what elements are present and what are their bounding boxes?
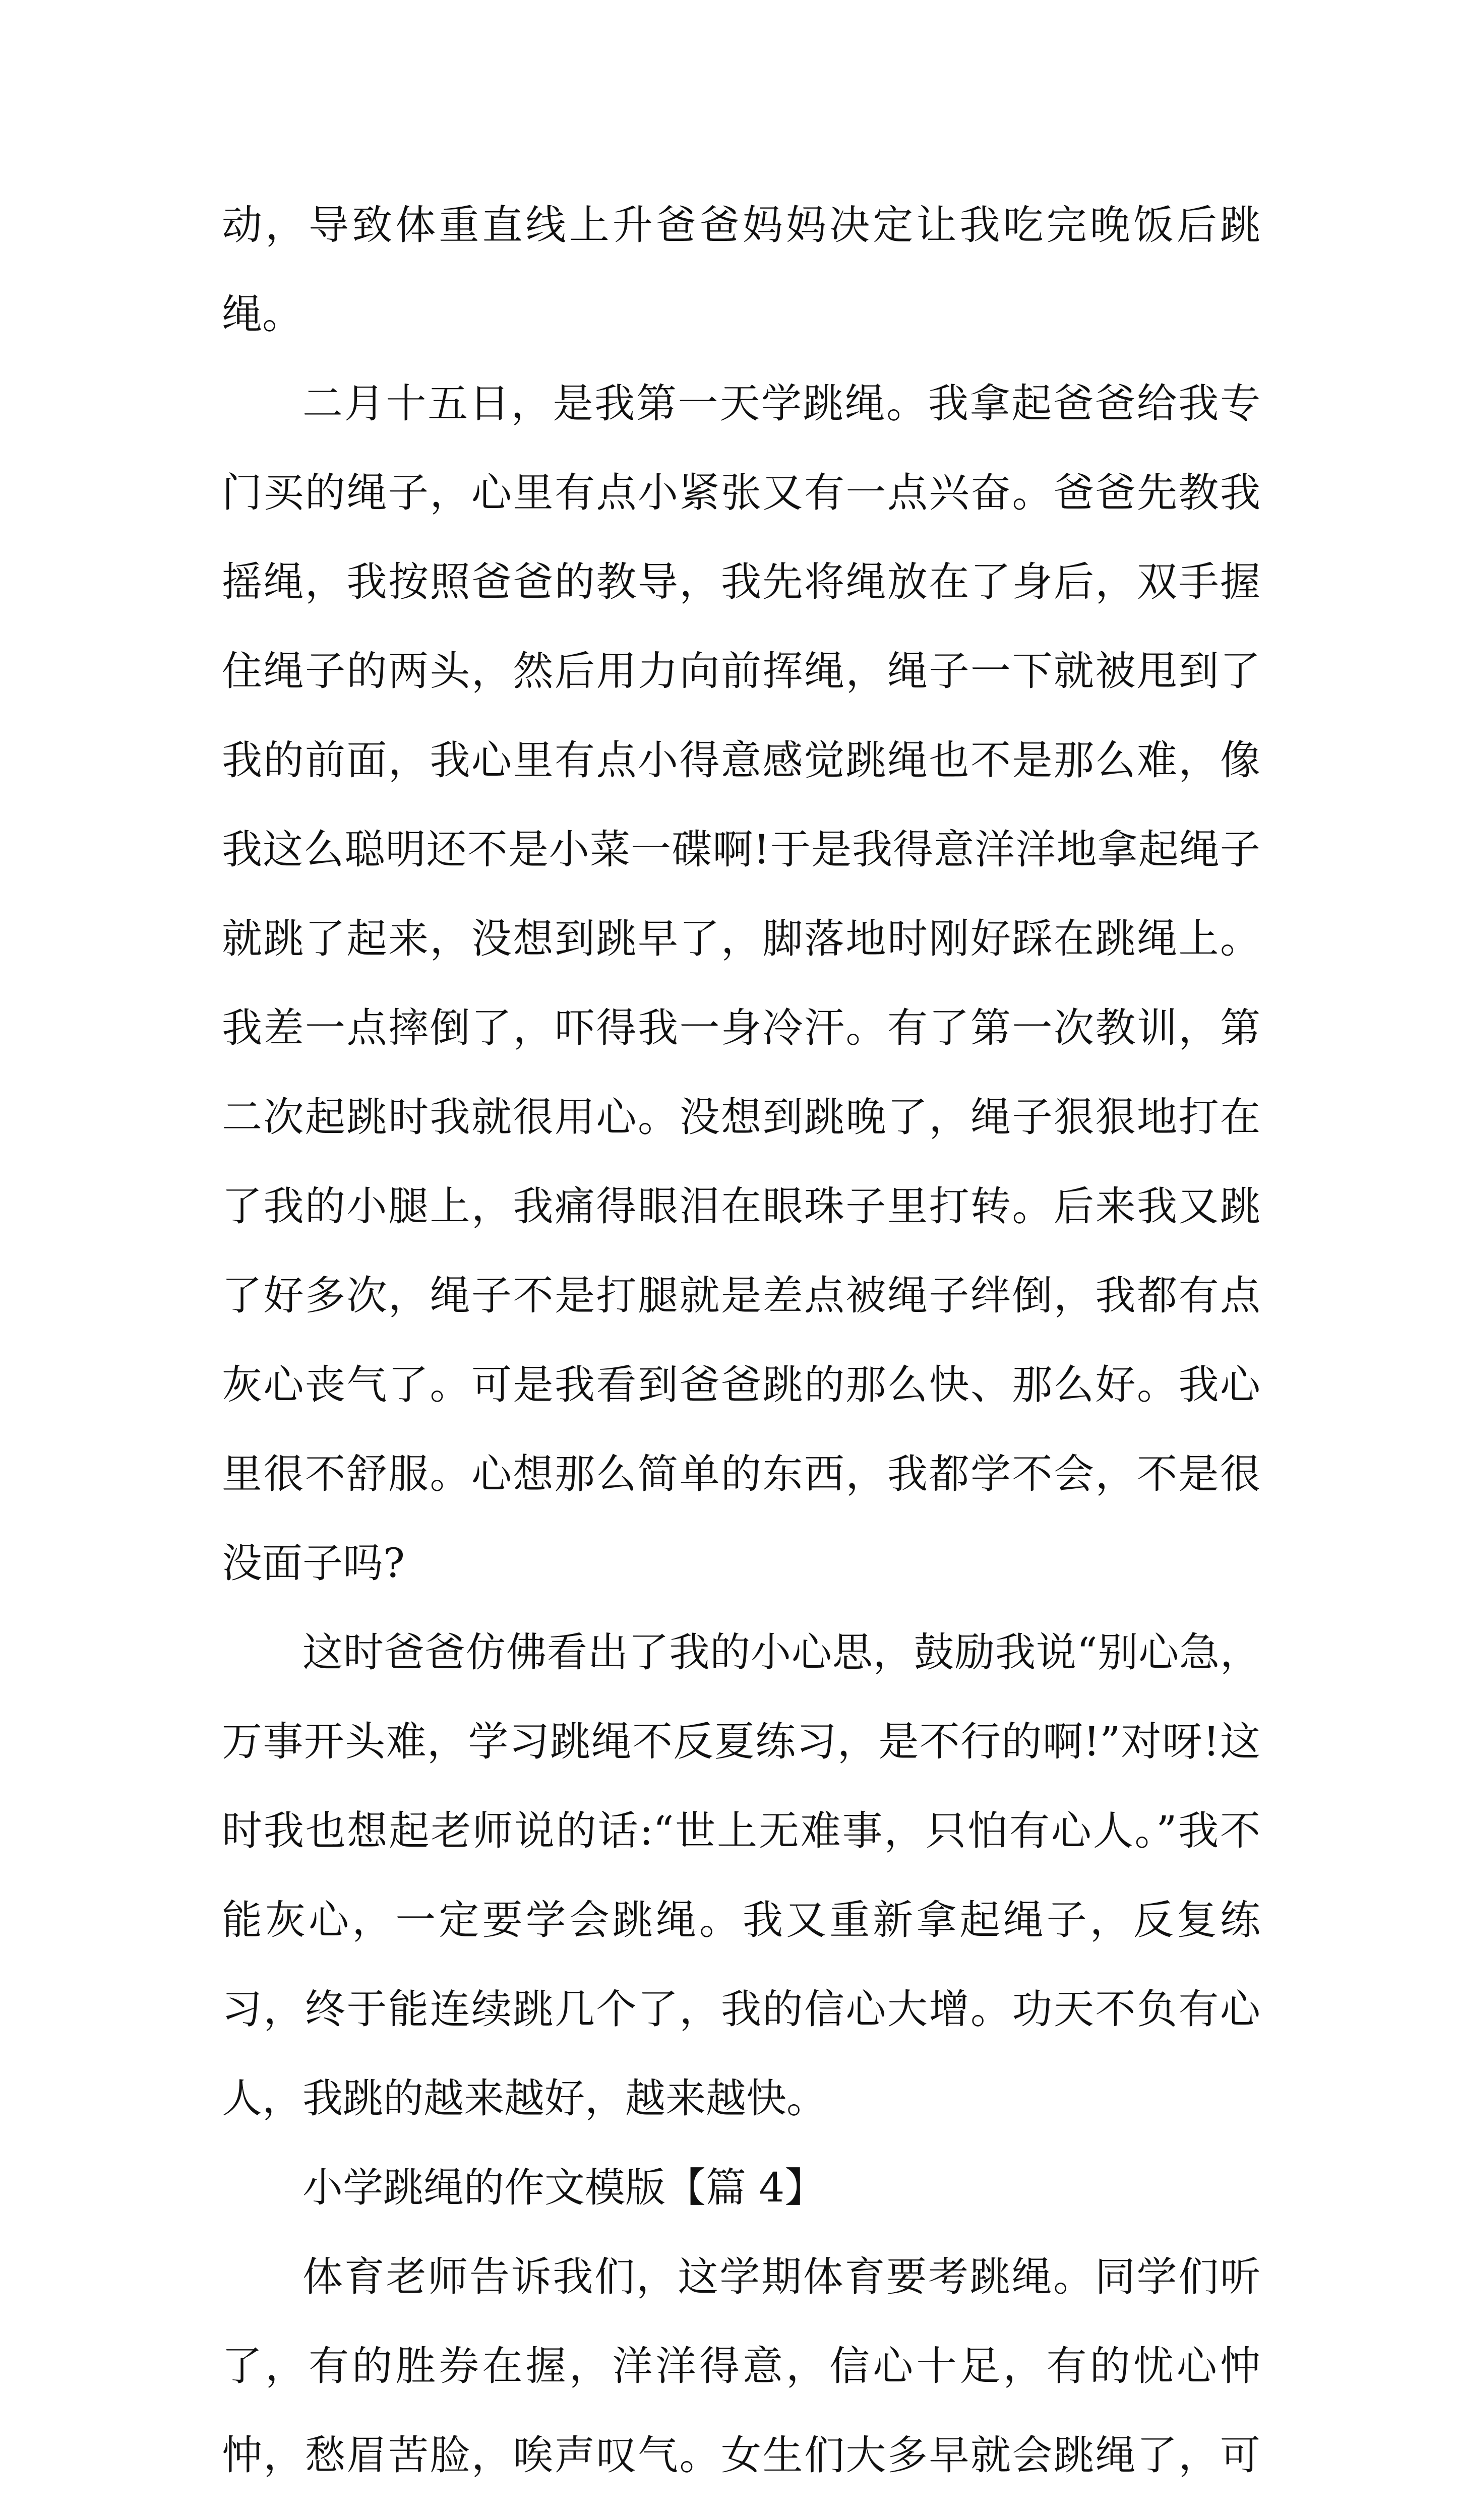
paragraph-continuation: 动，导致体重直线上升爸爸妈妈决定让我吃完晚饭后跳绳。 [222, 202, 1260, 338]
document-body [222, 180, 1260, 2520]
paragraph-pe-exam: 体育老师告诉我们，这学期体育要考跳绳。同学们听了，有的胜券在握，洋洋得意，信心十足，有的忧心忡忡，愁眉苦脸，唉声叹气。女生们大多早就会跳绳了，可 [222, 2253, 1260, 2479]
paragraph-encouragement: 这时爸爸仿佛看出了我的小心思，鼓励我说“别心急，万事开头难，学习跳绳不反夏练习，是不行的啊!”对呀!这时我也想起老师说的话:“世上无难事，只怕有心人。”我不能灰心，一定要学会跳绳。我又重新拿起绳子，反复练习，终于能连续跳几个了，我的信心大增。功天不负有心人，我跳的越来越好，越来越快。 [222, 1629, 1260, 2122]
section-heading: 小学跳绳的作文模版【篇 4】 [302, 2164, 825, 2211]
paragraph-first-day: 二月十五日，是我第一天学跳绳。我拿起爸爸给我专门买的绳子，心里有点小紧张又有一点兴奋。爸爸先教我摇绳，我按照爸爸的教导，我先将绳放在了身后，双手握住绳子的两头，然后用力向前挥绳，绳子一下就被甩到了我的前面，我心里有点小得意感觉跳绳也不是那么难，像我这么聪明还不是小菜一碟啊!于是我得意洋洋地拿起绳子就跳了起来，没想到跳早了，脚落地时刚好踩在跳绳上。我差一点摔倒了，吓得我一身冷汗。有了第一次教训，第二次起跳时我就很用心。没想到跳晚了，绳子狠狠地打在了我的小腿上，我痛得眼泪在眼珠子里打转。后来我又跳了好多次，绳子不是打腿就是差点被绳子绊倒，我都有点灰心丧气了。可是我看到爸爸跳的那么快、那么好。我心里很不舒服。心想那么简单的东西，我都学不会，不是很没面子吗? [222, 380, 1260, 1587]
